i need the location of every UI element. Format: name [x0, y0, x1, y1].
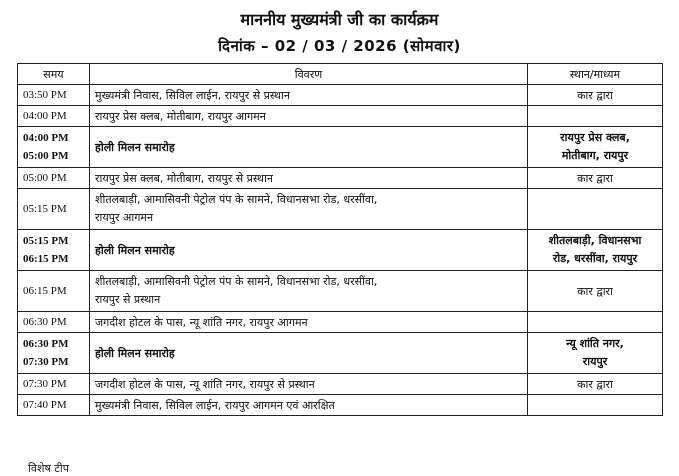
time-text: 04:00 PM: [23, 110, 67, 122]
time-cell: [18, 230, 90, 271]
table-row: [18, 168, 663, 189]
time-text: 05:00 PM: [23, 172, 67, 184]
table-row: [18, 230, 663, 271]
column-header-time: समय: [18, 64, 90, 85]
page-title: माननीय मुख्यमंत्री जी का कार्यक्रम: [240, 10, 439, 29]
place-cell: [528, 230, 663, 271]
details-cell: मुख्यमंत्री निवास, सिविल लाईन, रायपुर आगमन एवं आरक्षित: [90, 395, 528, 416]
table-row: [18, 271, 663, 312]
time-cell: [18, 271, 90, 312]
details-line-2: रायपुर आगमन: [95, 211, 154, 224]
details-cell: होली मिलन समारोह: [90, 333, 528, 374]
date-line: दिनांक – 02 / 03 / 2026 (सोमवार): [218, 37, 461, 55]
schedule-table: [17, 63, 663, 416]
time-text: 05:15 PM: [23, 203, 67, 215]
time-cell: [18, 333, 90, 374]
details-cell: [90, 189, 528, 230]
details-cell: रायपुर प्रेस क्लब, मोतीबाग, रायपुर आगमन: [90, 106, 528, 127]
place-cell: कार द्वारा: [528, 168, 663, 189]
place-cell: [528, 395, 663, 416]
place-line-1: न्यू शांति नगर,: [566, 337, 624, 350]
details-line-2: रायपुर से प्रस्थान: [95, 293, 161, 306]
table-row: [18, 395, 663, 416]
table-row: [18, 374, 663, 395]
time-end: 07:30 PM: [23, 356, 69, 368]
place-cell: कार द्वारा: [528, 85, 663, 106]
time-cell: [18, 189, 90, 230]
time-text: 06:30 PM: [23, 316, 67, 328]
place-cell: [528, 312, 663, 333]
time-cell: [18, 106, 90, 127]
place-cell: [528, 189, 663, 230]
time-end: 06:15 PM: [23, 253, 69, 265]
details-cell: होली मिलन समारोह: [90, 127, 528, 168]
time-cell: [18, 374, 90, 395]
time-text: 07:30 PM: [23, 378, 67, 390]
place-line-2: रायपुर: [582, 355, 608, 368]
time-cell: [18, 85, 90, 106]
time-cell: [18, 312, 90, 333]
table-row: [18, 333, 663, 374]
time-cell: [18, 395, 90, 416]
details-cell: जगदीश होटल के पास, न्यू शांति नगर, रायपुर आगमन: [90, 312, 528, 333]
column-header-place: स्थान/माध्यम: [528, 64, 663, 85]
table-row: [18, 312, 663, 333]
place-cell: [528, 333, 663, 374]
time-text: 07:40 PM: [23, 399, 67, 411]
time-start: 04:00 PM: [23, 132, 69, 144]
place-cell: [528, 127, 663, 168]
place-line-2: मोतीबाग, रायपुर: [561, 149, 629, 162]
details-cell: होली मिलन समारोह: [90, 230, 528, 271]
table-row: [18, 189, 663, 230]
place-line-1: शीतलबाड़ी, विधानसभा: [548, 234, 642, 247]
details-cell: [90, 271, 528, 312]
place-line-2: रोड, धरसींवा, रायपुर: [552, 252, 638, 265]
time-text: 03:50 PM: [23, 89, 67, 101]
place-cell: कार द्वारा: [528, 271, 663, 312]
column-header-details: विवरण: [90, 64, 528, 85]
table-row: [18, 106, 663, 127]
table-header-row: [18, 64, 663, 85]
time-start: 06:30 PM: [23, 338, 69, 350]
time-end: 05:00 PM: [23, 150, 69, 162]
details-line-1: शीतलबाड़ी, आमासिवनी पेट्रोल पंप के सामने, विधानसभा रोड, धरसींवा,: [95, 275, 378, 288]
place-line-1: रायपुर प्रेस क्लब,: [560, 131, 630, 144]
table-row: [18, 127, 663, 168]
details-cell: रायपुर प्रेस क्लब, मोतीबाग, रायपुर से प्रस्थान: [90, 168, 528, 189]
details-cell: मुख्यमंत्री निवास, सिविल लाईन, रायपुर से प्रस्थान: [90, 85, 528, 106]
time-cell: [18, 168, 90, 189]
time-start: 05:15 PM: [23, 235, 69, 247]
time-cell: [18, 127, 90, 168]
footer-note: विशेष टीप: [28, 462, 69, 475]
time-text: 06:15 PM: [23, 285, 67, 297]
table-row: [18, 85, 663, 106]
place-cell: [528, 106, 663, 127]
details-line-1: शीतलबाड़ी, आमासिवनी पेट्रोल पंप के सामने, विधानसभा रोड, धरसींवा,: [95, 193, 378, 206]
details-cell: जगदीश होटल के पास, न्यू शांति नगर, रायपुर से प्रस्थान: [90, 374, 528, 395]
place-cell: कार द्वारा: [528, 374, 663, 395]
